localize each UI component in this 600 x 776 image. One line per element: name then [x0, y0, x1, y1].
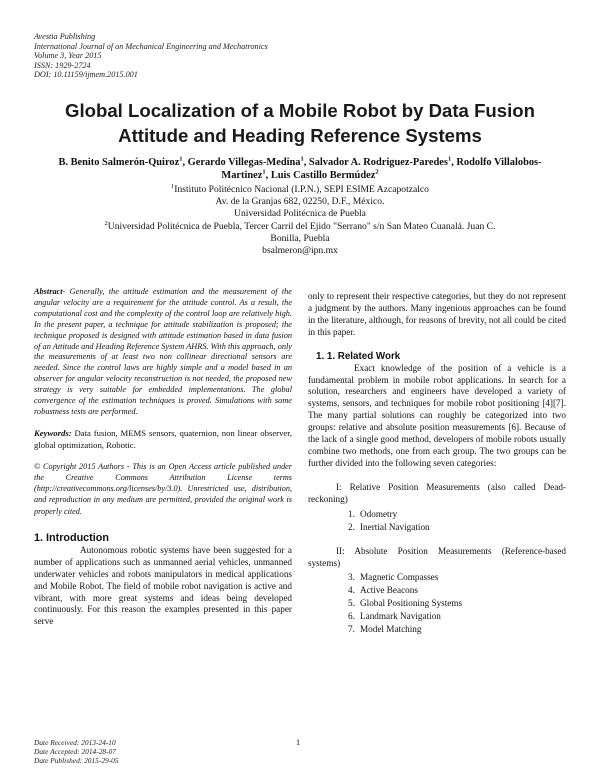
affiliation-2 — [90, 221, 510, 233]
journal-doi: DOI: 10.11159/ijmem.2015.001 — [34, 70, 138, 80]
title-line-2: Attitude and Heading Reference Systems — [118, 125, 482, 146]
affiliation-address: Av. de la Granjas 682, 02250, D.F., México. — [215, 196, 385, 208]
list-item — [348, 521, 566, 534]
abstract — [34, 287, 292, 418]
title-line-1: Global Localization of a Mobile Robot by Data Fusion — [64, 100, 536, 121]
journal-header — [34, 32, 268, 80]
group-1-list — [348, 508, 566, 534]
list-item-number: 2. — [348, 521, 355, 532]
paper-title — [20, 98, 580, 148]
intro-paragraph: Autonomous robotic systems have been suggested for a number of applications such as unmanned aerial vehicles, unmanned underwater vehicles and robots manipulators in medical applications and Mobile Robot. The field of mobile robot navigation is active and vibrant, with more great systems and ideas being developed continuously. For this reason the examples presented in this paper serve — [34, 544, 292, 627]
author-4-affil: 1 — [262, 168, 266, 176]
group-2-list — [348, 571, 566, 636]
list-item-label: Inertial Navigation — [360, 521, 430, 532]
list-item-label: Active Beacons — [360, 585, 418, 596]
author-1: B. Benito Salmerón-Quiroz — [58, 157, 180, 168]
list-item-label: Global Positioning Systems — [360, 598, 463, 609]
list-item-number: 4. — [348, 585, 355, 596]
publication-dates — [34, 739, 119, 766]
list-item-number: 7. — [348, 624, 355, 635]
affiliation-2-text: Universidad Politécnica de Puebla, Tercer Carril del Ejido "Serrano" s/n San Mateo Cuanalá. Juan C. — [107, 220, 496, 232]
keywords-text: Data fusion, MEMS sensors, quaternion, non linear observer, global optimization, Robotic. — [34, 427, 292, 450]
list-item-number: 1. — [348, 508, 355, 519]
affiliations — [90, 184, 510, 257]
affiliation-1-marker: 1 — [171, 182, 175, 190]
list-item-label: Magnetic Compasses — [360, 572, 439, 583]
group-2-heading: II: Absolute Position Measurements (Reference-based systems) — [308, 545, 566, 568]
author-2: , Gerardo Villegas-Medina — [182, 157, 301, 168]
copyright-notice: © Copyright 2015 Authors - This is an Open Access article published under the Creative Commons Attribution License terms (http://creativecommons.org/licenses/by/3.0). Unrestricted use, distribution, and reproduction in any medium are permitted, provided the original work is properly cited. — [34, 461, 292, 516]
date-published: Date Published: 2015-29-05 — [34, 755, 119, 765]
group-1-heading: I: Relative Position Measurements (also called Dead-reckoning) — [308, 481, 566, 504]
keywords — [34, 427, 292, 451]
author-5-affil: 2 — [375, 168, 379, 176]
keywords-label: Keywords: — [34, 427, 72, 438]
intro-heading: 1. Introduction — [34, 531, 109, 544]
affiliation-city: Bonilla, Puebla — [270, 232, 330, 244]
author-email: bsalmeron@ipn.mx — [262, 245, 338, 257]
page-number: 1 — [296, 738, 301, 747]
list-item-label: Landmark Navigation — [360, 611, 441, 622]
right-column — [308, 291, 566, 636]
related-work-paragraph: Exact knowledge of the position of a vehicle is a fundamental problem in mobile robot applications. In search for a solution, researchers and engineers have developed a variety of systems, sensors, and techniques for mobile robot positioning [4][7]. The many partial solutions can roughly be categorized into two groups: relative and absolute position measurements [6]. Because of the lack of a single good method, developers of mobile robots usually combine two methods, one from each group. The two groups can be further divided into the following seven categories: — [308, 362, 566, 468]
list-item — [348, 623, 566, 636]
affiliation-1-text: Instituto Politécnico Nacional (I.P.N.), SEPI ESIME Azcapotzalco — [174, 184, 429, 195]
author-2-affil: 1 — [300, 155, 304, 163]
list-item-label: Odometry — [360, 508, 398, 519]
author-3: , Salvador A. Rodriguez-Paredes — [303, 157, 448, 168]
affiliation-1 — [90, 184, 510, 196]
list-item — [348, 610, 566, 623]
continued-paragraph: only to represent their respective categories, but they do not represent a judgment by the authors. Many ingenious approaches can be found in the literature, although, for reasons of brevity, not all could be cited in this paper. — [308, 291, 566, 337]
list-item-number: 6. — [348, 611, 355, 622]
date-accepted: Date Accepted: 2014-28-07 — [34, 746, 116, 756]
list-item — [348, 597, 566, 610]
list-item-label: Model Matching — [360, 624, 422, 635]
list-item-number: 5. — [348, 598, 355, 609]
date-received: Date Received: 2013-24-10 — [34, 738, 116, 747]
author-5: , Luis Castillo Bermúdez — [265, 169, 376, 181]
abstract-label: Abstract- — [34, 287, 66, 296]
journal-volume: Volume 3, Year 2015 — [34, 51, 102, 61]
author-1-affil: 1 — [179, 155, 183, 163]
left-column — [34, 287, 292, 628]
journal-issn: ISSN: 1929-2724 — [34, 60, 91, 70]
affiliation-univ: Universidad Politécnica de Puebla — [234, 208, 366, 220]
affiliation-2-marker: 2 — [104, 219, 108, 227]
related-work-heading: 1. 1. Related Work — [316, 350, 401, 362]
journal-name: International Journal of on Mechanical Engineering and Mechatronics — [34, 41, 268, 51]
abstract-text: Generally, the attitude estimation and the measurement of the angular velocity are a requirement for the attitude control. As a result, the computational cost and the complexity of the control loop are relatively high. In the present paper, a technique for attitude stabilization is proposed; the technique proposed is designed with attitude estimation based in data fusion of an Attitude and Heading Reference System AHRS. With this approach, only the measurements of at least two non collinear directional sensors are needed. Since the control laws are highly simple and a model based in an observer for angular velocity reconstruction is not needed, the proposed new strategy is very suitable for embedded implementations. The global convergence of the estimation techniques is proved. Simulations with some robustness tests are performed. — [34, 287, 292, 416]
list-item — [348, 508, 566, 521]
author-list — [50, 157, 550, 182]
author-4: , Rodolfo Villalobos-Martinez — [221, 157, 542, 181]
list-item — [348, 584, 566, 597]
publisher: Avestia Publishing — [34, 32, 96, 41]
list-item — [348, 571, 566, 584]
author-3-affil: 1 — [447, 155, 452, 163]
list-item-number: 3. — [348, 572, 355, 583]
